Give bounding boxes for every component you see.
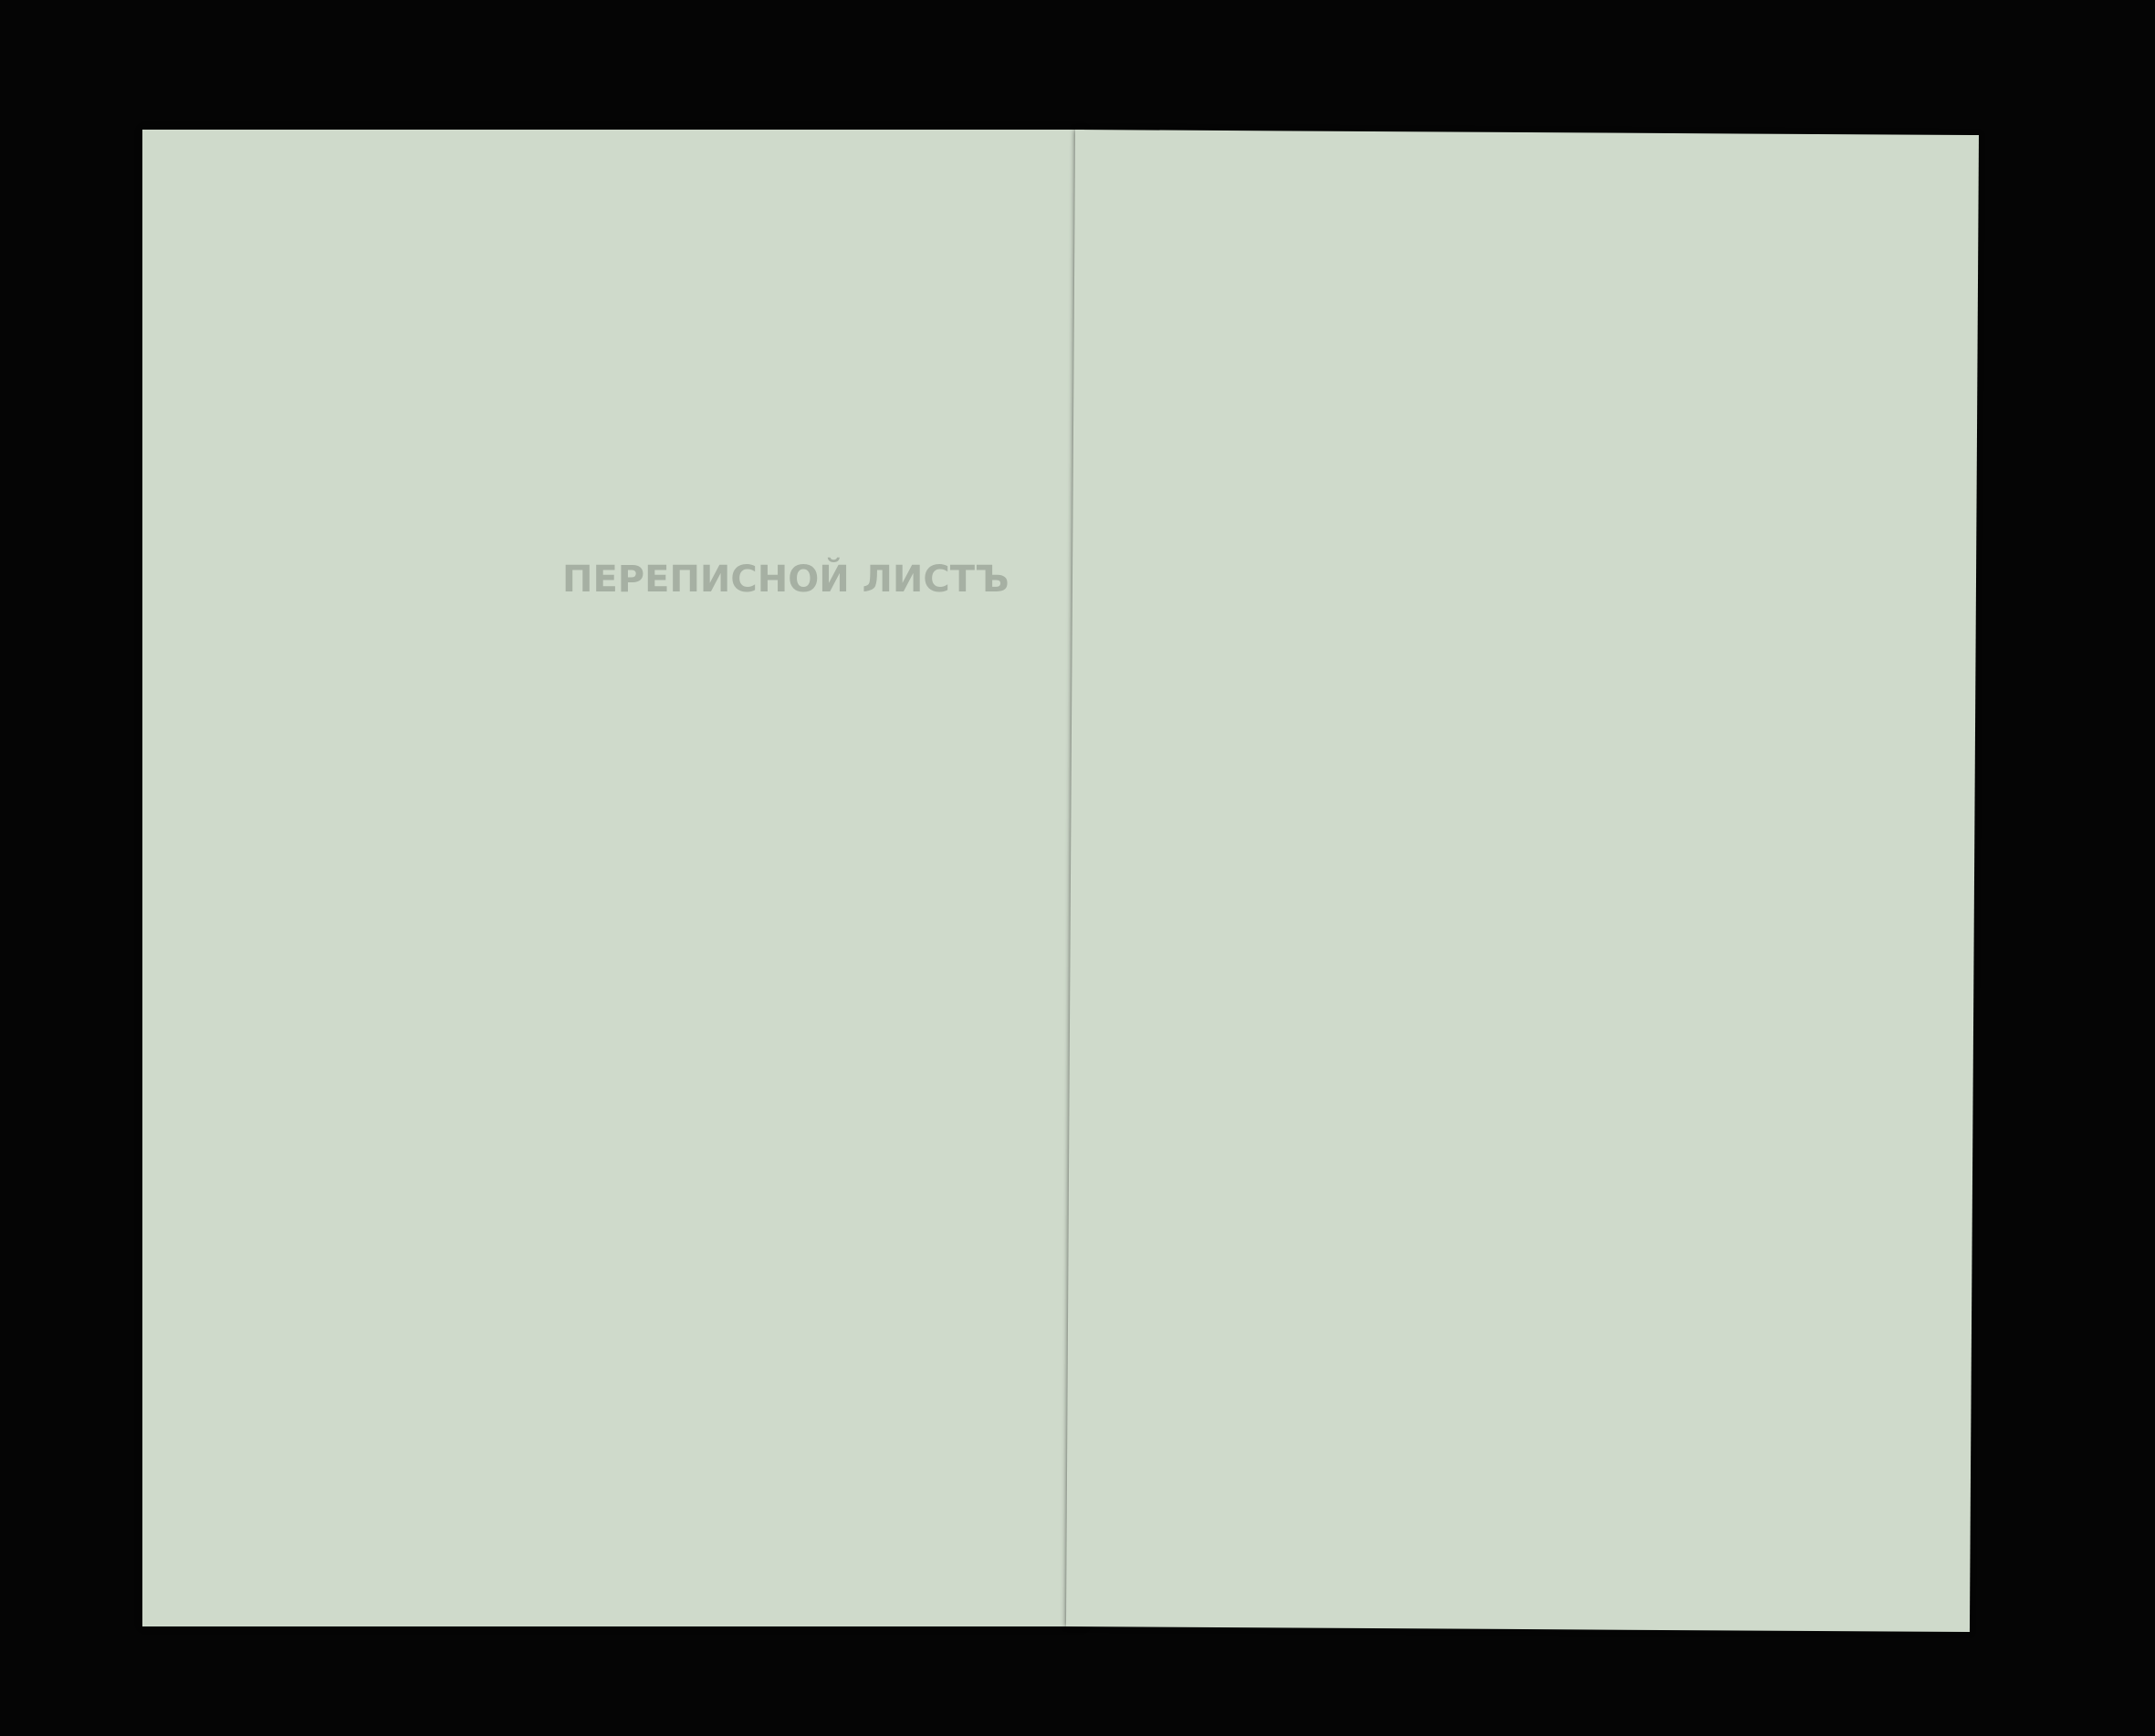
header-occupation-main [1531,256,1719,320]
header-birthplace [821,184,928,321]
header-residence [1087,184,1172,322]
bleed-through-text: ПЕРЕПИСНОЙ ЛИСТЪ [562,559,1010,601]
header-religion [1268,231,1321,286]
header-marital [678,203,717,312]
header-name [146,193,476,321]
header-age [637,203,675,312]
header-literacy-b [1425,243,1522,324]
header-language [1324,232,1386,287]
right-page [1066,130,1979,1632]
header-occupation-side [1724,261,1920,289]
right-table-grid [1066,130,1979,1632]
header-occupation-position [1724,305,1920,328]
header-sex [482,212,518,312]
left-table-grid [142,130,1084,1626]
header-registration [935,184,1062,321]
header-absence [1178,204,1263,314]
header-literacy [1390,188,1523,207]
header-estate [720,212,815,312]
header-occupation [1531,189,1914,210]
left-page [142,130,1084,1626]
header-literacy-a [1390,250,1421,323]
header-relation [524,203,632,312]
